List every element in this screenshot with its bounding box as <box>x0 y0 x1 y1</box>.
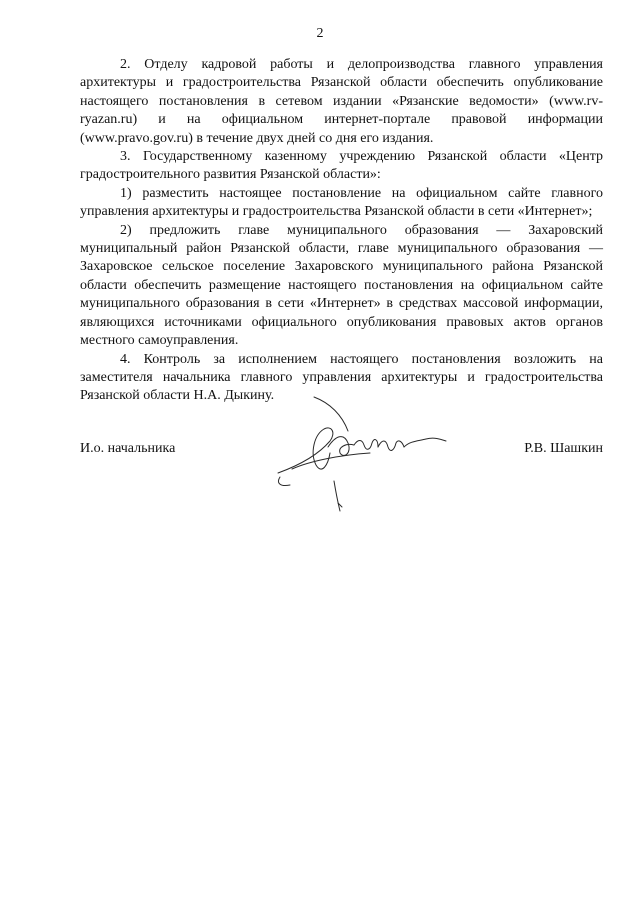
paragraph-2: 2. Отделу кадровой работы и делопроизводства главного управления архитектуры и градостроительства Рязанской области обеспечить опубликование настоящего постановления в сетевом издании «Рязанские ведомости» (www.rv-ryazan.ru) и на официальном интернет-портале правовой информации (www.pravo.gov.ru) в течение двух дней со дня его издания. <box>80 57 603 146</box>
signature-block <box>80 441 603 461</box>
signatory-name: Р.В. Шашкин <box>524 441 603 456</box>
page-number: 2 <box>316 26 324 41</box>
paragraph-4: 4. Контроль за исполнением настоящего постановления возложить на заместителя начальника главного управления архитектуры и градостроительства Рязанской области Н.А. Дыкину. <box>80 351 603 404</box>
document-body <box>80 56 603 406</box>
signatory-title: И.о. начальника <box>80 441 176 456</box>
paragraph-3-1: 1) разместить настоящее постановление на официальном сайте главного управления архитектуры и градостроительства Рязанской области в сети «Интернет»; <box>80 185 603 220</box>
paragraph-3: 3. Государственному казенному учреждению Рязанской области «Центр градостроительного развития Рязанской области»: <box>80 149 603 183</box>
paragraph-3-2: 2) предложить главе муниципального образования — Захаровский муниципальный район Рязанской области, главе муниципального образования — Захаровское сельское поселение Захаровского муниципального района Рязанской области обеспечить размещение настоящего постановления на официальном сайте муниципального образования в сети «Интернет» в средствах массовой информации, являющихся источниками официального опубликования правовых актов органов местного самоуправления. <box>80 222 603 349</box>
